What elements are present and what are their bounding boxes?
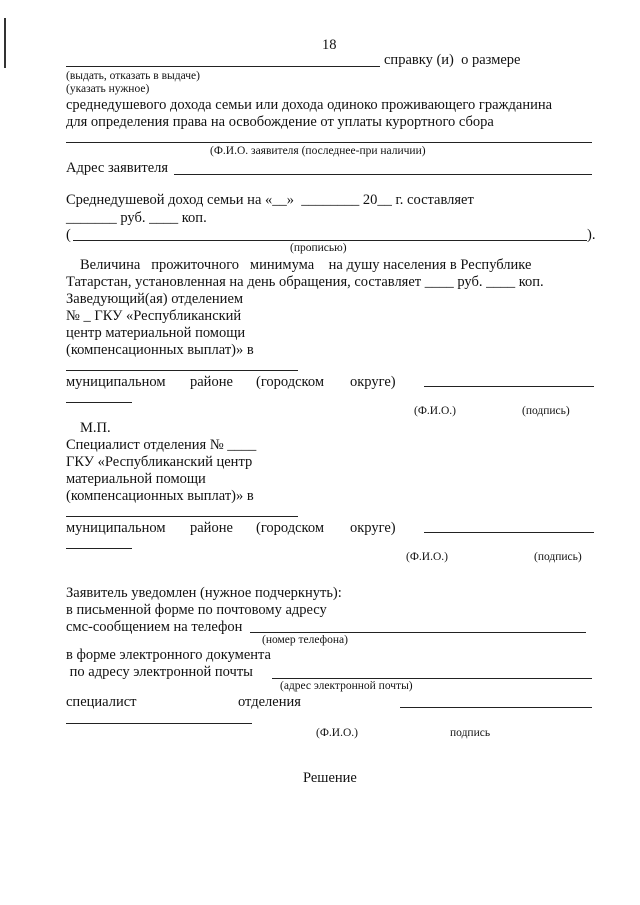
specialist-line-4: (компенсационных выплат)» в — [66, 488, 254, 504]
address-blank — [174, 174, 592, 175]
close-paren: ). — [587, 227, 596, 243]
applicant-name-blank — [66, 142, 592, 143]
specialist-okrug-word: округе) — [350, 520, 396, 536]
purpose-line-1: среднедушевого дохода семьи или дохода одиноко проживающего гражданина — [66, 97, 553, 113]
head-district-word: районе — [190, 374, 233, 390]
notification-fio-hint: (Ф.И.О.) — [316, 727, 358, 739]
specialist-signature-hint: (подпись) — [534, 551, 582, 563]
subsistence-line-2: Татарстан, установленная на день обращения, составляет ____ руб. ____ коп. — [66, 274, 544, 290]
decision-heading: Решение — [303, 770, 357, 786]
specialist-municipal-word: муниципальном — [66, 520, 166, 536]
amount-in-words-blank — [73, 240, 587, 241]
head-line-3: центр материальной помощи — [66, 325, 246, 341]
head-line-4: (компенсационных выплат)» в — [66, 342, 254, 358]
head-municipal-word: муниципальном — [66, 374, 166, 390]
specify-hint: (указать нужное) — [66, 83, 150, 95]
open-paren: ( — [66, 227, 71, 243]
option-sms: смс-сообщением на телефон — [66, 619, 243, 635]
phone-blank — [250, 632, 586, 633]
address-label: Адрес заявителя — [66, 160, 169, 176]
specialist-line-2: ГКУ «Республиканский центр — [66, 454, 253, 470]
department-label: отделения — [238, 694, 301, 710]
notification-fio-signature-blank — [400, 707, 592, 708]
head-short-blank — [66, 402, 132, 403]
head-line-1: Заведующий(ая) отделением — [66, 291, 244, 307]
option-mail: в письменной форме по почтовому адресу — [66, 602, 327, 618]
issue-decision-blank — [66, 66, 380, 67]
specialist-fio-hint: (Ф.И.О.) — [406, 551, 448, 563]
issue-hint: (выдать, отказать в выдаче) — [66, 70, 200, 82]
head-city-word: (городском — [256, 374, 325, 390]
specialist-fio-signature-blank — [424, 532, 594, 533]
page-number: 18 — [322, 37, 337, 53]
head-fio-signature-blank — [424, 386, 594, 387]
avg-income-text: Среднедушевой доход семьи на «__» ________ 20__ г. составляет — [66, 192, 474, 208]
notification-signature-hint: подпись — [450, 727, 491, 739]
stamp-label: М.П. — [80, 420, 111, 436]
head-okrug-word: округе) — [350, 374, 396, 390]
specialist-short-blank — [66, 548, 132, 549]
applicant-name-hint: (Ф.И.О. заявителя (последнее-при наличии) — [210, 145, 426, 157]
specialist-district-word: районе — [190, 520, 233, 536]
notification-department-blank — [66, 723, 252, 724]
amount-text: _______ руб. ____ коп. — [66, 210, 207, 226]
page-edge-mark — [4, 18, 6, 68]
specialist-city-word: (городском — [256, 520, 325, 536]
head-district-blank — [66, 370, 298, 371]
phone-hint: (номер телефона) — [262, 634, 348, 646]
option-email-line-2: по адресу электронной почты — [66, 664, 253, 680]
email-hint: (адрес электронной почты) — [280, 680, 413, 692]
head-fio-hint: (Ф.И.О.) — [414, 405, 456, 417]
head-line-2: № _ ГКУ «Республиканский — [66, 308, 242, 324]
option-email-line-1: в форме электронного документа — [66, 647, 271, 663]
subsistence-line-1: Величина прожиточного минимума на душу населения в Республике — [80, 257, 532, 273]
head-signature-hint: (подпись) — [522, 405, 570, 417]
email-blank — [272, 678, 592, 679]
in-words-hint: (прописью) — [290, 242, 347, 254]
specialist-line-3: материальной помощи — [66, 471, 206, 487]
specialist-district-blank — [66, 516, 298, 517]
purpose-line-2: для определения права на освобождение от уплаты курортного сбора — [66, 114, 494, 130]
certificate-text: справку (и) о размере — [384, 52, 521, 68]
specialist-label: специалист — [66, 694, 137, 710]
specialist-line-1: Специалист отделения № ____ — [66, 437, 257, 453]
notification-title: Заявитель уведомлен (нужное подчеркнуть): — [66, 585, 342, 601]
